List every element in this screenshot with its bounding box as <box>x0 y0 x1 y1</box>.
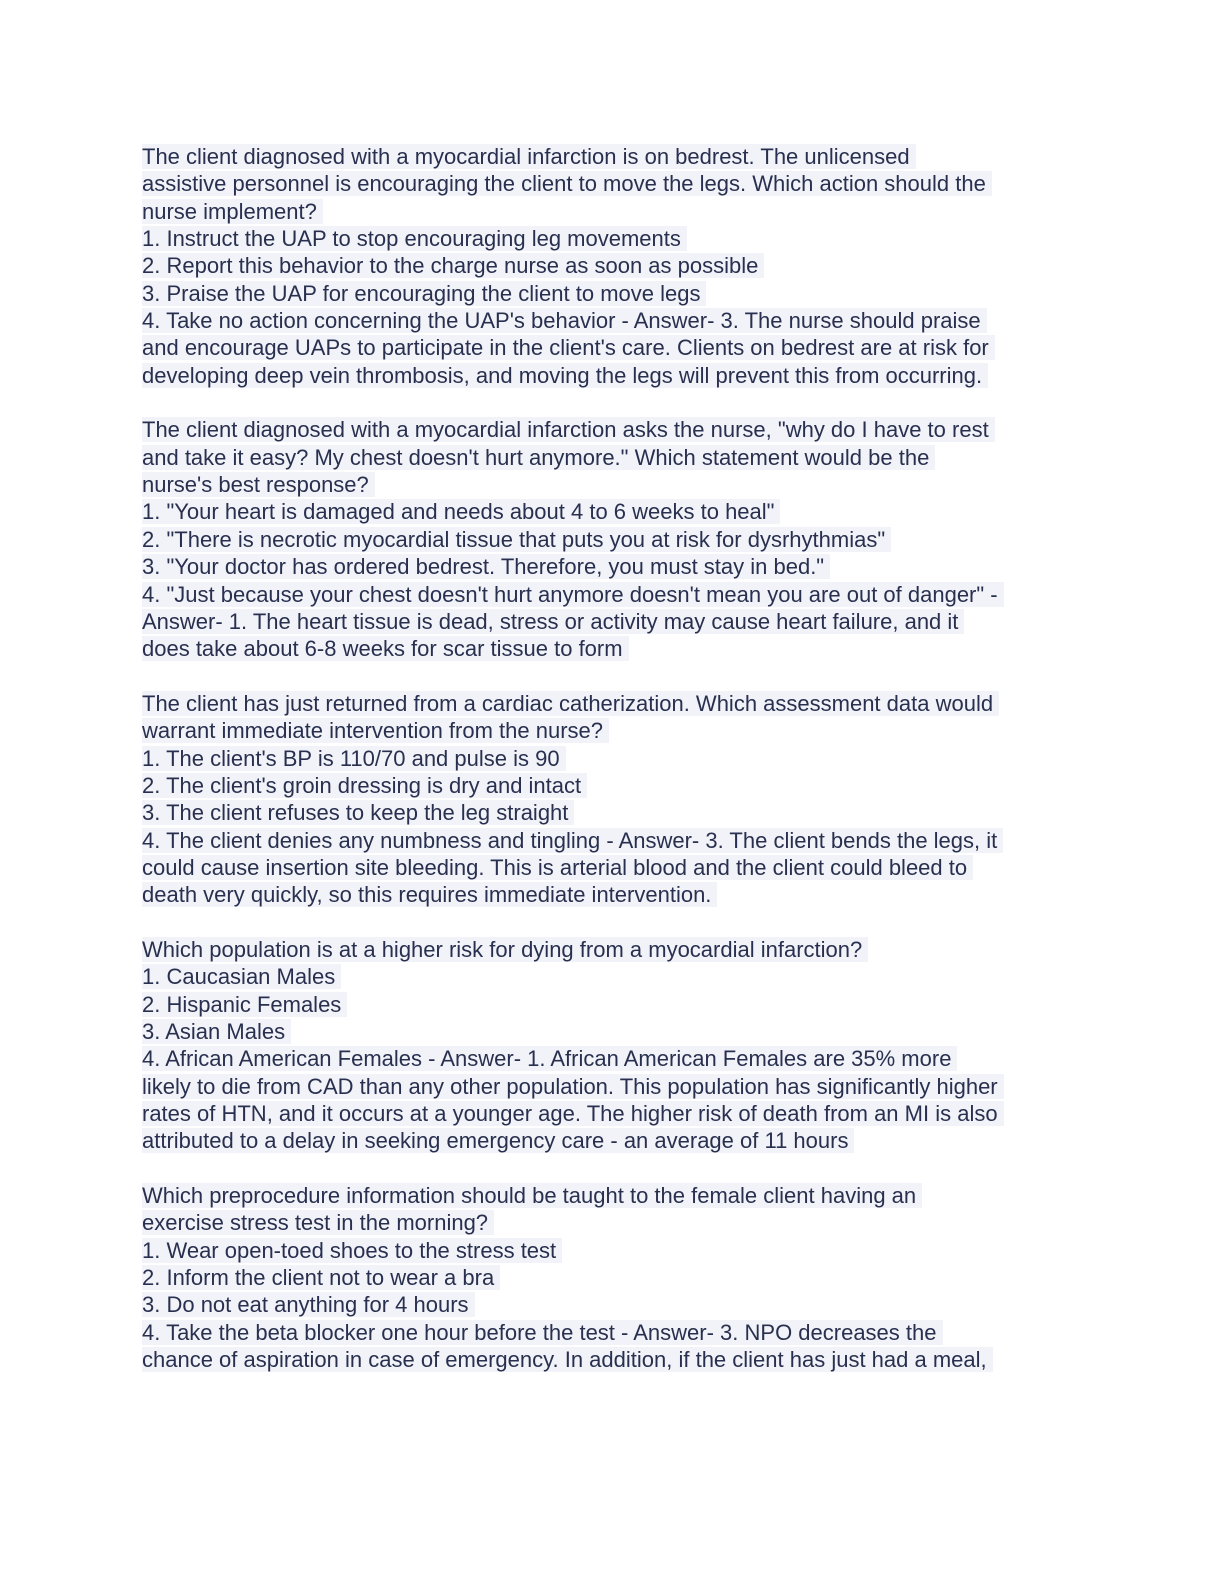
text-line: assistive personnel is encouraging the client to move the legs. Which action should the <box>142 170 1082 197</box>
text-line: The client has just returned from a cardiac catherization. Which assessment data would <box>142 690 1082 717</box>
text-line: 3. "Your doctor has ordered bedrest. Therefore, you must stay in bed." <box>142 553 1082 580</box>
question-block-3 <box>142 690 1082 909</box>
text-line: and take it easy? My chest doesn't hurt anymore." Which statement would be the <box>142 444 1082 471</box>
text-line: could cause insertion site bleeding. This is arterial blood and the client could bleed to <box>142 854 1082 881</box>
text-line: nurse's best response? <box>142 471 1082 498</box>
text-line: The client diagnosed with a myocardial infarction is on bedrest. The unlicensed <box>142 143 1082 170</box>
text-line: The client diagnosed with a myocardial infarction asks the nurse, "why do I have to rest <box>142 416 1082 443</box>
text-line: does take about 6-8 weeks for scar tissue to form <box>142 635 1082 662</box>
text-line: 1. "Your heart is damaged and needs about 4 to 6 weeks to heal" <box>142 498 1082 525</box>
question-block-4 <box>142 936 1082 1155</box>
text-line: 4. "Just because your chest doesn't hurt anymore doesn't mean you are out of danger" - <box>142 581 1082 608</box>
text-line: warrant immediate intervention from the nurse? <box>142 717 1082 744</box>
text-line: 1. Instruct the UAP to stop encouraging leg movements <box>142 225 1082 252</box>
text-line: 1. The client's BP is 110/70 and pulse is 90 <box>142 745 1082 772</box>
text-line: exercise stress test in the morning? <box>142 1209 1082 1236</box>
paragraph-gap <box>142 909 1082 936</box>
text-line: 2. Report this behavior to the charge nurse as soon as possible <box>142 252 1082 279</box>
text-line: 2. Inform the client not to wear a bra <box>142 1264 1082 1291</box>
text-line: 3. The client refuses to keep the leg straight <box>142 799 1082 826</box>
text-line: 4. The client denies any numbness and tingling - Answer- 3. The client bends the legs, it <box>142 827 1082 854</box>
text-line: developing deep vein thrombosis, and moving the legs will prevent this from occurring. <box>142 362 1082 389</box>
text-line: rates of HTN, and it occurs at a younger age. The higher risk of death from an MI is also <box>142 1100 1082 1127</box>
text-line: chance of aspiration in case of emergency. In addition, if the client has just had a meal, <box>142 1346 1082 1373</box>
text-line: 1. Caucasian Males <box>142 963 1082 990</box>
text-line: Which population is at a higher risk for dying from a myocardial infarction? <box>142 936 1082 963</box>
text-line: 4. Take no action concerning the UAP's behavior - Answer- 3. The nurse should praise <box>142 307 1082 334</box>
text-line: 4. Take the beta blocker one hour before the test - Answer- 3. NPO decreases the <box>142 1319 1082 1346</box>
paragraph-gap <box>142 1155 1082 1182</box>
paragraph-gap <box>142 389 1082 416</box>
text-line: 4. African American Females - Answer- 1. African American Females are 35% more <box>142 1045 1082 1072</box>
text-line: likely to die from CAD than any other population. This population has significantly higher <box>142 1073 1082 1100</box>
text-line: 2. The client's groin dressing is dry and intact <box>142 772 1082 799</box>
question-block-1 <box>142 143 1082 389</box>
text-line: 2. Hispanic Females <box>142 991 1082 1018</box>
text-line: death very quickly, so this requires immediate intervention. <box>142 881 1082 908</box>
document-page <box>142 143 1082 1373</box>
text-line: 3. Do not eat anything for 4 hours <box>142 1291 1082 1318</box>
text-line: nurse implement? <box>142 198 1082 225</box>
question-block-2 <box>142 416 1082 662</box>
text-line: 3. Praise the UAP for encouraging the client to move legs <box>142 280 1082 307</box>
text-line: Answer- 1. The heart tissue is dead, stress or activity may cause heart failure, and it <box>142 608 1082 635</box>
text-line: and encourage UAPs to participate in the client's care. Clients on bedrest are at risk for <box>142 334 1082 361</box>
text-line: 3. Asian Males <box>142 1018 1082 1045</box>
text-line: Which preprocedure information should be taught to the female client having an <box>142 1182 1082 1209</box>
text-line: 1. Wear open-toed shoes to the stress test <box>142 1237 1082 1264</box>
text-line: 2. "There is necrotic myocardial tissue that puts you at risk for dysrhythmias" <box>142 526 1082 553</box>
question-block-5 <box>142 1182 1082 1373</box>
text-line: attributed to a delay in seeking emergency care - an average of 11 hours <box>142 1127 1082 1154</box>
paragraph-gap <box>142 663 1082 690</box>
